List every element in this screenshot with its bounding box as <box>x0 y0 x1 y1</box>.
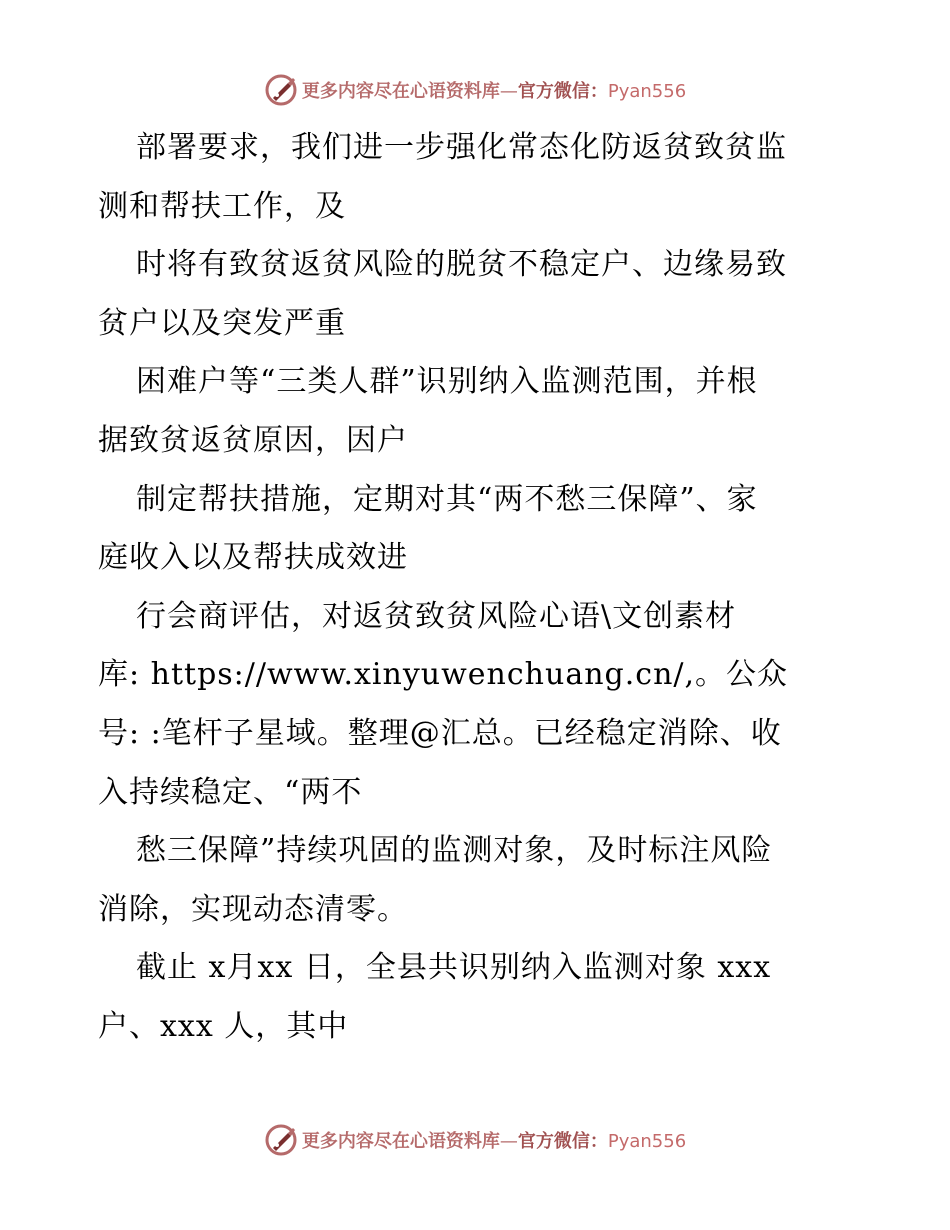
text-line: 户、xxx 人，其中 <box>98 1008 349 1044</box>
banner-dash: — <box>499 81 518 102</box>
text-line-url: 库: https://www.xinyuwenchuang.cn/,。公众 <box>98 657 789 693</box>
text-line: 时将有致贫返贫风险的脱贫不稳定户、边缘易致 <box>136 247 787 283</box>
footer-watermark-banner <box>0 1120 950 1160</box>
pen-nib-logo-icon <box>264 1123 298 1157</box>
text-line: 贫户以及突发严重 <box>98 305 346 341</box>
banner-main-text: 更多内容尽在心语资料库 <box>301 81 500 102</box>
banner-wechat-label: 官方微信： <box>517 1131 608 1152</box>
text-line: 部署要求，我们进一步强化常态化防返贫致贫监 <box>136 130 787 165</box>
text-line: 消除，实现动态清零。 <box>98 891 408 927</box>
banner-dash: — <box>499 1131 518 1152</box>
text-line: 截止 x月xx 日，全县共识别纳入监测对象 xxx <box>136 950 772 986</box>
text-line: 据致贫返贫原因，因户 <box>98 422 408 458</box>
text-line: 号: :笔杆子星域。整理@汇总。已经稳定消除、收 <box>98 715 782 751</box>
text-line: 入持续稳定、“两不 <box>98 774 363 810</box>
banner-wechat-handle: Pyan556 <box>607 1131 687 1152</box>
banner-wechat-label: 官方微信： <box>517 81 608 102</box>
text-line: 困难户等“三类人群”识别纳入监测范围，并根 <box>136 364 758 400</box>
pen-nib-logo-icon <box>264 73 298 107</box>
text-line: 愁三保障”持续巩固的监测对象，及时标注风险 <box>136 833 773 869</box>
text-line: 庭收入以及帮扶成效进 <box>98 540 408 576</box>
text-line: 行会商评估，对返贫致贫风险心语\文创素材 <box>136 598 737 634</box>
header-watermark-banner <box>0 70 950 110</box>
banner-wechat-handle: Pyan556 <box>607 81 687 102</box>
banner-main-text: 更多内容尽在心语资料库 <box>301 1131 500 1152</box>
text-line: 制定帮扶措施，定期对其“两不愁三保障”、家 <box>136 481 758 517</box>
text-line: 测和帮扶工作，及 <box>98 188 346 224</box>
document-body <box>98 119 858 1057</box>
